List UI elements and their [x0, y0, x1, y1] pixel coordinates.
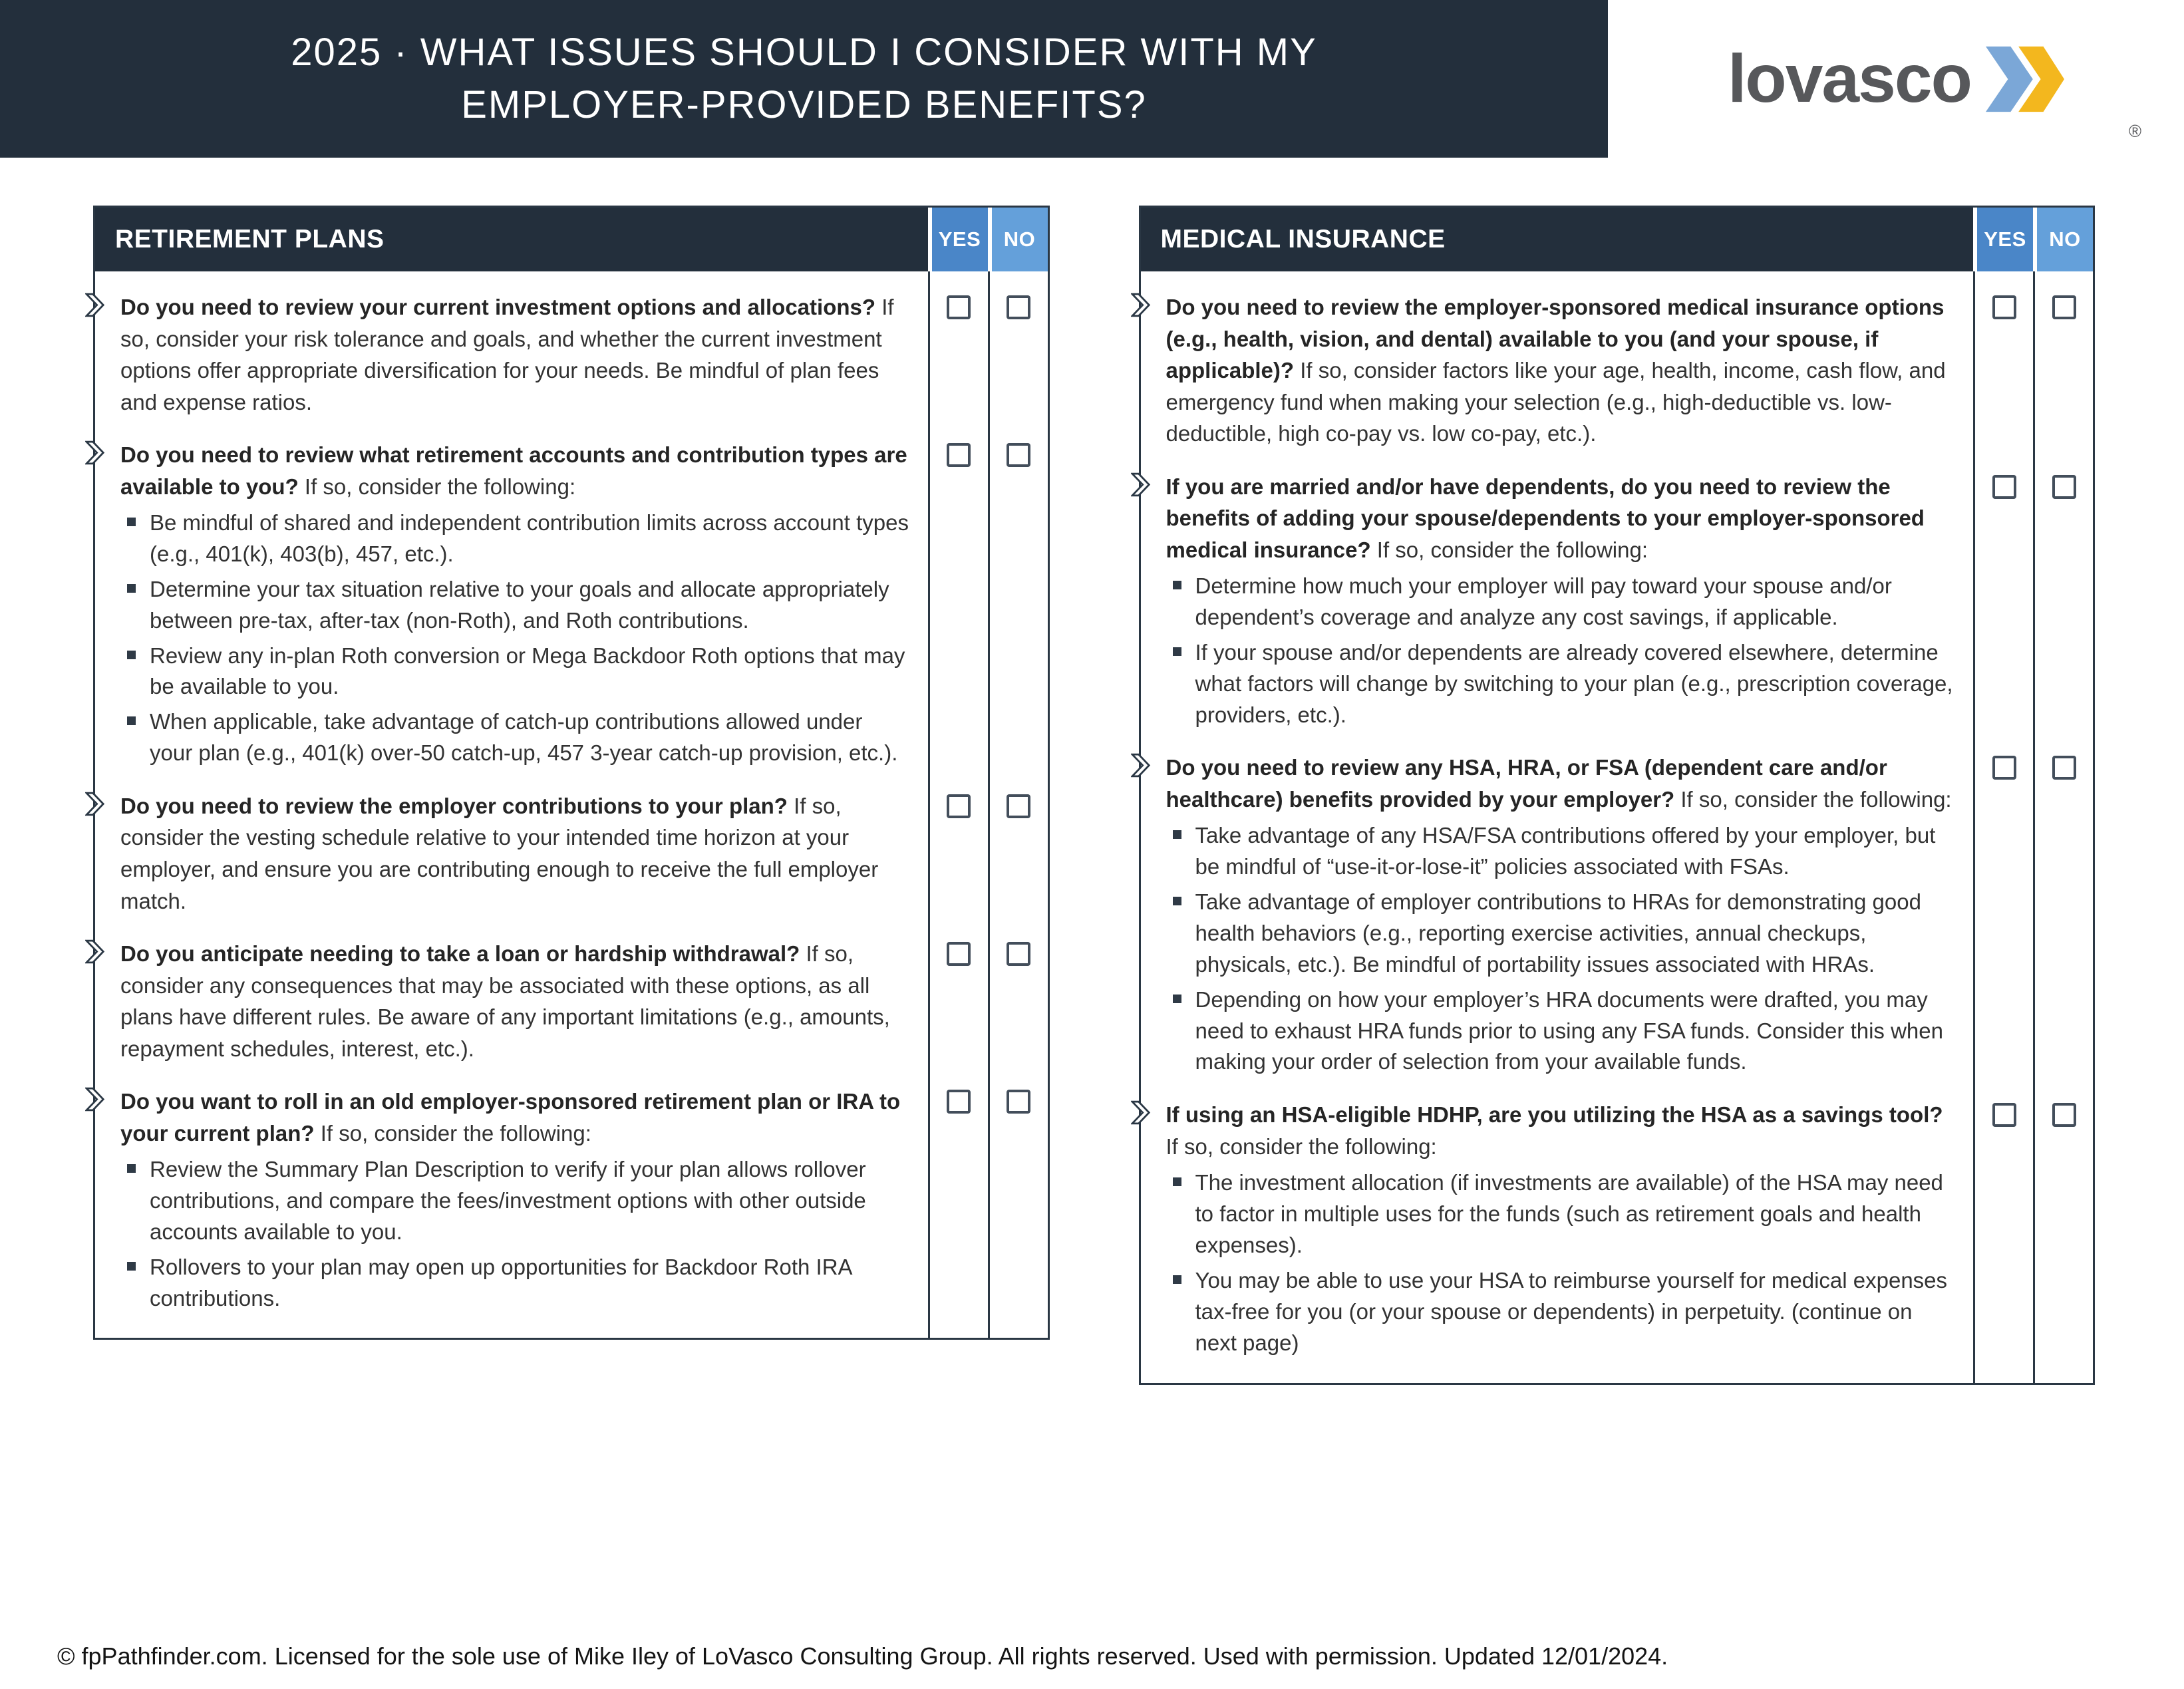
question-detail: If so, consider your risk tolerance and goals, and whether the current investment options offer appropriate diversification for your needs. Be mindful of plan fees and expense ratios.	[120, 295, 894, 414]
bullet-item: Take advantage of any HSA/FSA contributions offered by your employer, but be mindful of “use-it-or-lose-it” policies associated with FSAs.	[1166, 820, 1956, 883]
yes-checkbox[interactable]	[1992, 756, 2016, 780]
page-header	[0, 0, 2184, 158]
bullet-item: Take advantage of employer contributions to HRAs for demonstrating good health behaviors (e.g., reporting exercise activities, annual checkups, physicals, etc.). Be mindful of portability issues associated with HRAs.	[1166, 887, 1956, 981]
checklist-item	[95, 1072, 1048, 1338]
chevron-bullet-icon	[1131, 472, 1151, 497]
item-text	[1141, 738, 1974, 1086]
bullet-list	[1166, 571, 1956, 730]
checklist-item	[1141, 738, 2094, 1086]
section-retirement-plans	[93, 206, 1050, 1340]
item-text	[95, 1072, 928, 1338]
lovasco-logo-icon	[1986, 46, 2064, 112]
question-text: Do you need to review your current investment options and allocations?	[120, 295, 876, 319]
yes-cell	[928, 271, 988, 426]
yes-cell	[928, 426, 988, 777]
yes-cell	[1973, 458, 2033, 739]
checklist-item	[1141, 271, 2094, 458]
question-detail: If so, consider the following:	[1376, 537, 1648, 562]
bullet-item: The investment allocation (if investments are available) of the HSA may need to factor in multiple uses for the funds (such as retirement goals and health expenses).	[1166, 1167, 1956, 1261]
yes-checkbox[interactable]	[947, 942, 971, 966]
bullet-item: If your spouse and/or dependents are already covered elsewhere, determine what factors will change by switching to your plan (e.g., prescription coverage, providers, etc.).	[1166, 637, 1956, 731]
question	[120, 790, 911, 917]
no-cell	[988, 925, 1048, 1072]
question	[120, 1086, 911, 1149]
bullet-list	[120, 1154, 911, 1314]
checklist-item	[95, 925, 1048, 1072]
item-text	[95, 925, 928, 1072]
section-header	[1141, 208, 2094, 271]
question	[1166, 752, 1956, 815]
yes-cell	[928, 925, 988, 1072]
registered-trademark: ®	[2128, 121, 2141, 141]
yes-checkbox[interactable]	[947, 1090, 971, 1114]
checklist-item	[95, 271, 1048, 426]
bullet-list	[1166, 820, 1956, 1078]
no-cell	[2033, 458, 2093, 739]
no-column-header: NO	[988, 208, 1048, 271]
chevron-bullet-icon	[85, 939, 105, 964]
bullet-item: You may be able to use your HSA to reimburse yourself for medical expenses tax-free for you (or your spouse or dependents) in perpetuity. (continue on next page)	[1166, 1265, 1956, 1359]
question-text: If using an HSA-eligible HDHP, are you utilizing the HSA as a savings tool?	[1166, 1102, 1943, 1128]
question	[120, 938, 911, 1064]
question-text: Do you need to review what retirement accounts and contribution types are available to you?	[120, 442, 907, 499]
page-title-line2: EMPLOYER-PROVIDED BENEFITS?	[461, 82, 1147, 126]
bullet-item: Review the Summary Plan Description to verify if your plan allows rollover contributions, and compare the fees/investment options with other outside accounts available to you.	[120, 1154, 911, 1248]
item-text	[95, 426, 928, 777]
bullet-item: Review any in-plan Roth conversion or Mega Backdoor Roth options that may be available to you.	[120, 641, 911, 703]
question-text: Do you want to roll in an old employer-sponsored retirement plan or IRA to your current plan?	[120, 1089, 901, 1146]
bullet-item: Determine how much your employer will pay toward your spouse and/or dependent’s coverage and analyze any cost savings, if applicable.	[1166, 571, 1956, 633]
no-column-header: NO	[2033, 208, 2093, 271]
bullet-item: Be mindful of shared and independent contribution limits across account types (e.g., 401(k), 403(b), 457, etc.).	[120, 508, 911, 570]
no-cell	[2033, 738, 2093, 1086]
yes-checkbox[interactable]	[947, 295, 971, 319]
chevron-bullet-icon	[85, 440, 105, 465]
item-text	[1141, 1086, 1974, 1382]
no-checkbox[interactable]	[2052, 756, 2076, 780]
bullet-item: When applicable, take advantage of catch-up contributions allowed under your plan (e.g., 401(k) over-50 catch-up, 457 3-year catch-up provision, etc.).	[120, 706, 911, 769]
yes-cell	[1973, 1086, 2033, 1382]
question-text: Do you need to review any HSA, HRA, or FSA (dependent care and/or healthcare) benefits provided by your employer?	[1166, 755, 1887, 812]
section-header	[95, 208, 1048, 271]
yes-checkbox[interactable]	[1992, 295, 2016, 319]
question-detail: If so, consider the following:	[1166, 1134, 1437, 1159]
yes-checkbox[interactable]	[947, 443, 971, 467]
yes-column-header: YES	[928, 208, 988, 271]
no-cell	[2033, 271, 2093, 458]
question-text: Do you need to review the employer contributions to your plan?	[120, 793, 788, 818]
checklist-columns	[0, 158, 2184, 1385]
page-footer	[57, 1642, 1668, 1670]
no-checkbox[interactable]	[1007, 1090, 1030, 1114]
logo	[1608, 0, 2184, 158]
question	[1166, 1099, 1956, 1162]
no-checkbox[interactable]	[1007, 794, 1030, 818]
checklist-item	[1141, 1086, 2094, 1382]
question	[120, 439, 911, 502]
question-detail: If so, consider factors like your age, health, income, cash flow, and emergency fund when making your selection (e.g., high-deductible vs. low-deductible, high co-pay vs. low co-pay, etc.).	[1166, 358, 1946, 446]
bullet-item: Determine your tax situation relative to your goals and allocate appropriately between pre-tax, after-tax (non-Roth), and Roth contributions.	[120, 574, 911, 637]
logo-text: lovasco	[1728, 41, 1971, 116]
chevron-bullet-icon	[85, 1087, 105, 1112]
section-title: RETIREMENT PLANS	[95, 208, 928, 271]
yes-cell	[1973, 738, 2033, 1086]
chevron-bullet-icon	[1131, 1100, 1151, 1125]
bullet-item: Rollovers to your plan may open up opportunities for Backdoor Roth IRA contributions.	[120, 1252, 911, 1314]
chevron-bullet-icon	[1131, 293, 1151, 317]
section-body	[95, 271, 1048, 1338]
no-checkbox[interactable]	[1007, 942, 1030, 966]
section-medical-insurance	[1139, 206, 2096, 1385]
no-checkbox[interactable]	[1007, 443, 1030, 467]
chevron-bullet-icon	[85, 792, 105, 816]
no-cell	[988, 426, 1048, 777]
question-detail: If so, consider the following:	[304, 474, 576, 499]
yes-checkbox[interactable]	[947, 794, 971, 818]
checklist-item	[1141, 458, 2094, 739]
no-cell	[2033, 1086, 2093, 1382]
license-text: © fpPathfinder.com. Licensed for the sole use of Mike Iley of LoVasco Consulting Group. All rights reserved. Used with permission. Updated 12/01/2024.	[57, 1642, 1668, 1670]
yes-cell	[928, 777, 988, 925]
header-title-bar	[0, 0, 1608, 158]
yes-cell	[1973, 271, 2033, 458]
chevron-bullet-icon	[1131, 753, 1151, 778]
question-text: If you are married and/or have dependents, do you need to review the benefits of adding your spouse/dependents to your employer-sponsored medical insurance?	[1166, 474, 1925, 562]
bullet-item: Depending on how your employer’s HRA documents were drafted, you may need to exhaust HRA funds prior to using any FSA funds. Consider this when making your order of selection from your available funds.	[1166, 985, 1956, 1078]
yes-checkbox[interactable]	[1992, 475, 2016, 499]
checklist-item	[95, 777, 1048, 925]
chevron-bullet-icon	[85, 293, 105, 317]
item-text	[95, 777, 928, 925]
no-cell	[988, 777, 1048, 925]
item-text	[1141, 458, 1974, 739]
question-text: Do you need to review the employer-sponsored medical insurance options (e.g., health, vision, and dental) available to you (and your spouse, if applicable)?	[1166, 295, 1945, 383]
question	[1166, 471, 1956, 566]
item-text	[95, 271, 928, 426]
section-body	[1141, 271, 2094, 1383]
yes-column-header: YES	[1973, 208, 2033, 271]
no-checkbox[interactable]	[2052, 1103, 2076, 1127]
question	[120, 291, 911, 418]
yes-checkbox[interactable]	[1992, 1103, 2016, 1127]
question	[1166, 291, 1956, 450]
question-detail: If so, consider any consequences that may be associated with these options, as all plans have different rules. Be aware of any important limitations (e.g., amounts, repayment schedules, interest, etc.).	[120, 941, 890, 1061]
no-cell	[988, 1072, 1048, 1338]
no-checkbox[interactable]	[2052, 295, 2076, 319]
question-text: Do you anticipate needing to take a loan or hardship withdrawal?	[120, 941, 800, 967]
no-cell	[988, 271, 1048, 426]
item-text	[1141, 271, 1974, 458]
page-title	[291, 27, 1317, 131]
no-checkbox[interactable]	[2052, 475, 2076, 499]
no-checkbox[interactable]	[1007, 295, 1030, 319]
bullet-list	[120, 508, 911, 769]
question-detail: If so, consider the following:	[1680, 786, 1952, 812]
bullet-list	[1166, 1167, 1956, 1358]
question-detail: If so, consider the vesting schedule relative to your intended time horizon at your employer, and ensure you are contributing enough to receive the full employer match.	[120, 793, 879, 913]
question-detail: If so, consider the following:	[320, 1120, 591, 1146]
page-title-line1: 2025 · WHAT ISSUES SHOULD I CONSIDER WITH MY	[291, 31, 1317, 75]
section-title: MEDICAL INSURANCE	[1141, 208, 1974, 271]
checklist-item	[95, 426, 1048, 777]
yes-cell	[928, 1072, 988, 1338]
